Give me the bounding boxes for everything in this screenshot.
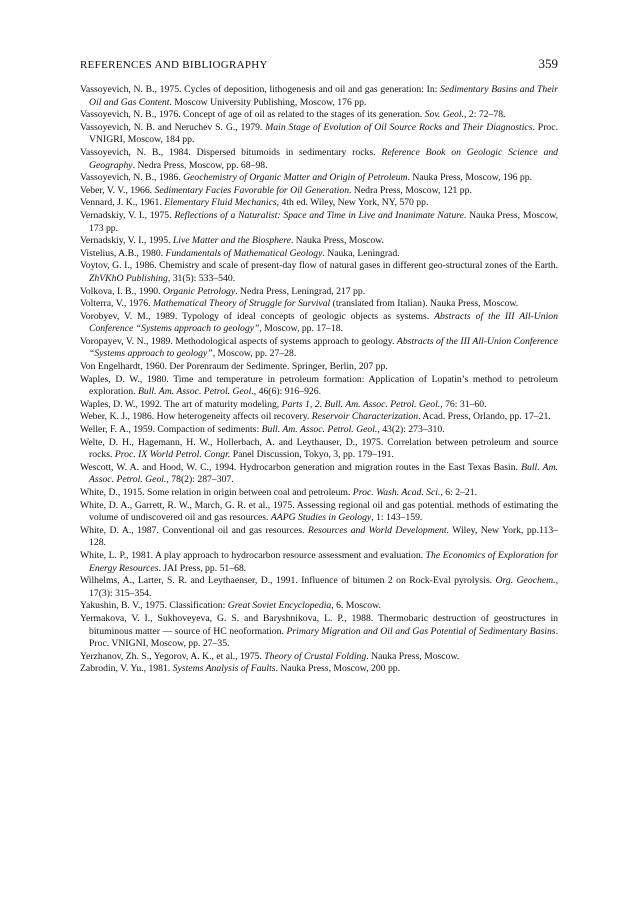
reference-title-italic: Reservoir Characterization [311, 411, 419, 423]
reference-list [80, 84, 558, 676]
reference-title-italic: Sov. Geol. [424, 109, 465, 121]
reference-text: . Nauka Press, Moscow. [290, 235, 384, 247]
reference-title-italic: Reflections of a Naturalist: Space and Time in Live and Inanimate Nature [174, 209, 464, 221]
reference-entry [80, 361, 558, 374]
reference-entry [80, 487, 558, 500]
reference-text: . Nauka Press, Moscow, 173 pp. [89, 209, 558, 234]
reference-text: Von Engelhardt, 1960. Der Porenraum der Sedimente. Springer, Berlin, 207 pp. [80, 361, 388, 373]
reference-text: . Proc. VNIGRI, Moscow, 184 pp. [89, 121, 558, 146]
reference-text: . Nedra Press, Moscow, 121 pp. [349, 184, 472, 196]
reference-title-italic: Great Soviet Encyclopedia [227, 600, 332, 612]
reference-entry [80, 298, 558, 311]
reference-entry [80, 437, 558, 462]
reference-text: . Nedra Press, Moscow, pp. 68–98. [132, 159, 268, 171]
reference-title-italic: Theory of Crustal Folding [264, 650, 367, 662]
page-number: 359 [538, 56, 558, 71]
reference-title-italic: Proc. IX World Petrol. Congr. [114, 449, 231, 461]
reference-text: . Proc. VNIGNI, Moscow, pp. 27–35. [89, 625, 558, 650]
reference-text: White, D. A., 1987. Conventional oil and gas resources. [80, 524, 308, 536]
reference-text: Welte, D. H., Hagemann, H. W., Hollerbach, A. and Leythauser, D., 1975. Correlation between petroleum and source rocks. [80, 436, 558, 461]
reference-title-italic: Elementary Fluid Mechanics [164, 197, 277, 209]
running-header [80, 56, 558, 72]
reference-text: , 6. Moscow. [331, 600, 381, 612]
reference-entry [80, 286, 558, 299]
reference-text: . Nauka Press, Moscow. [366, 650, 460, 662]
reference-title-italic: The Economics of Exploration for Energy Resources [89, 549, 558, 574]
reference-text: , 2: 72–78. [464, 109, 506, 121]
reference-text: Wilhelms, A., Larter, S. R. and Leythaenser, D., 1991. Influence of bitumen 2 on Rock-Eval pyrolysis. [80, 575, 496, 587]
reference-text: , Moscow, pp. 27–28. [212, 348, 297, 360]
reference-text: Weber, K. J., 1986. How heterogeneity affects oil recovery. [80, 411, 312, 423]
reference-text: Voropayev, V. N., 1989. Methodological aspects of systems approach to geology. [80, 335, 397, 347]
reference-title-italic: Primary Migration and Oil and Gas Potential of Sedimentary Basins [286, 625, 556, 637]
reference-text: Vassoyevich, N. B. and Neruchev S. G., 1979. [80, 121, 266, 133]
reference-text: Veber, V. V., 1966. [80, 184, 155, 196]
reference-title-italic: Parts 1, 2. Bull. Am. Assoc. Petrol. Geol. [281, 398, 441, 410]
reference-text: . Nedra Press, Leningrad, 217 pp. [235, 285, 366, 297]
reference-title-italic: Main Stage of Evolution of Oil Source Rocks and Their Diagnostics [265, 121, 533, 133]
reference-entry [80, 663, 558, 676]
reference-text: Voytov, G. I., 1986. Chemistry and scale of present-day flow of natural gases in different geo-structural zones of the Earth. [80, 260, 558, 272]
reference-text: . Nauka Press, Moscow, 200 pp. [275, 663, 401, 675]
reference-entry [80, 424, 558, 437]
reference-text: Vassoyevich, N. B., 1984. Dispersed bitumoids in sedimentary rocks. [80, 146, 382, 158]
reference-entry [80, 399, 558, 412]
reference-text: Yakushin, B. V., 1975. Classification: [80, 600, 228, 612]
reference-title-italic: Geochemistry of Organic Matter and Origin of Petroleum [183, 172, 408, 184]
reference-entry [80, 84, 558, 109]
reference-text: , 43(2): 273–310. [377, 424, 445, 436]
reference-entry [80, 500, 558, 525]
reference-text: , Moscow, pp. 17–18. [259, 323, 344, 335]
reference-title-italic: Resources and World Development [307, 524, 447, 536]
reference-text: , 6: 2–21. [440, 487, 478, 498]
reference-entry [80, 185, 558, 198]
reference-entry [80, 411, 558, 424]
reference-text: Vernadskiy, V. I., 1995. [80, 235, 173, 247]
reference-text: , 17(3): 315–354. [89, 575, 558, 599]
reference-entry [80, 600, 558, 613]
reference-text: Yermakova, V. I., Sukhoveyeva, G. S. and Baryshnikova, L. P., 1988. Thermobaric destruction of geostructures in bituminous matter — source of HC neoformation. [80, 612, 558, 637]
reference-text: (translated from Italian). Nauka Press, Moscow. [330, 298, 519, 310]
reference-text: Vassoyevich, N. B., 1976. Concept of age of oil as related to the stages of its generation. [80, 109, 425, 121]
reference-text: , 1: 143–159. [371, 512, 423, 524]
reference-entry [80, 550, 558, 575]
reference-text: Volterra, V., 1976. [80, 298, 153, 310]
reference-text: , 76: 31–60. [440, 398, 487, 410]
reference-title-italic: Bull. Am. Assoc. Petrol. Geol. [89, 461, 558, 486]
reference-text: . Nauka Press, Moscow, 196 pp. [407, 172, 533, 184]
reference-entry [80, 336, 558, 361]
reference-text: , 46(6): 916–926. [253, 386, 322, 398]
reference-entry [80, 651, 558, 664]
reference-text: Yerzhanov, Zh. S., Yegorov, A. K., et al., 1975. [80, 650, 265, 662]
reference-title-italic: Bull. Am. Assoc. Petrol. Geol. [137, 386, 254, 398]
reference-entry [80, 210, 558, 235]
reference-entry [80, 235, 558, 248]
reference-text: Vassoyevich, N. B., 1986. [80, 172, 184, 184]
reference-entry [80, 172, 558, 185]
reference-title-italic: Abstracts of the III All-Union Conference “Systems approach to geology” [89, 335, 558, 360]
reference-text: White, D., 1915. Some relation in origin between coal and petroleum. [80, 487, 353, 498]
reference-entry [80, 613, 558, 651]
reference-title-italic: Live Matter and the Biosphere [172, 235, 291, 247]
reference-title-italic: Sedimentary Facies Favorable for Oil Generation [154, 184, 350, 196]
reference-text: Weller, F. A., 1959. Compaction of sediments: [80, 424, 262, 436]
reference-entry [80, 122, 558, 147]
reference-entry [80, 374, 558, 399]
reference-title-italic: Reference Book on Geologic Science and Geography [89, 146, 559, 171]
reference-text: , 78(2): 287–307. [166, 474, 234, 486]
reference-text: . Wiley, New York, pp.113–128. [89, 524, 559, 549]
reference-title-italic: Systems Analysis of Faults [172, 663, 276, 675]
reference-text: , 31(5): 533–540. [167, 272, 236, 284]
reference-text: Wescott, W. A. and Hood, W. C., 1994. Hydrocarbon generation and migration routes in the East Texas Basin. [80, 461, 522, 473]
reference-text: White, D. A., Garrett, R. W., March, G. R. et al., 1975. Assessing regional oil and gas potential. methods of estimating the volume of undiscovered oil and gas resources. [80, 499, 558, 524]
reference-title-italic: Fundamentals of Mathematical Geology [165, 247, 323, 259]
reference-title-italic: ZhVKhO Publishing [89, 272, 168, 284]
reference-title-italic: Mathematical Theory of Struggle for Survival [152, 298, 331, 310]
reference-entry [80, 147, 558, 172]
reference-text: White, L. P., 1981. A play approach to hydrocarbon resource assessment and evaluation. [80, 549, 426, 561]
reference-entry [80, 311, 558, 336]
reference-entry [80, 525, 558, 550]
reference-text: , 4th ed. Wiley, New York, NY, 570 pp. [276, 197, 429, 209]
reference-title-italic: Organic Petrology [162, 285, 236, 297]
reference-entry [80, 462, 558, 487]
reference-title-italic: Bull. Am. Assoc. Petrol. Geol. [261, 424, 378, 436]
reference-title-italic: Abstracts of the III All-Union Conference “Systems approach to geology” [89, 310, 558, 335]
reference-text: Waples, D. W., 1992. The art of maturity modeling, [80, 398, 282, 410]
reference-text: Zabrodin, V. Yu., 1981. [80, 663, 173, 675]
reference-entry [80, 248, 558, 261]
reference-entry [80, 109, 558, 122]
reference-text: Vernadskiy, V. I., 1975. [80, 209, 175, 221]
reference-text: Vistelius, A.B., 1980. [80, 247, 166, 259]
reference-text: Panel Discussion, Tokyo, 3, pp. 179–191. [230, 449, 394, 461]
reference-entry [80, 260, 558, 285]
reference-entry [80, 197, 558, 210]
section-title: REFERENCES AND BIBLIOGRAPHY [80, 59, 268, 71]
reference-entry [80, 575, 558, 600]
reference-text: . Moscow University Publishing, Moscow, 176 pp. [169, 96, 367, 108]
reference-title-italic: AAPG Studies in Geology [270, 512, 372, 524]
reference-title-italic: Org. Geochem. [495, 575, 556, 587]
reference-text: . Nauka, Leningrad. [322, 247, 400, 259]
reference-title-italic: Proc. Wash. Acad. Sci. [352, 487, 441, 498]
reference-text: . JAI Press, pp. 51–68. [158, 562, 247, 574]
reference-title-italic: Sedimentary Basins and Their Oil and Gas Content [89, 84, 558, 108]
reference-text: . Acad. Press, Orlando, pp. 17–21. [418, 411, 551, 423]
reference-text: Waples, D. W., 1980. Time and temperature in petroleum formation: Application of Lopatin’s method to petroleum exploration. [80, 373, 558, 398]
reference-text: Vennard, J. K., 1961. [80, 197, 165, 209]
reference-text: Volkova, I. B., 1990. [80, 285, 163, 297]
reference-text: Vorobyev, V. M., 1989. Typology of ideal concepts of geologic objects as systems. [80, 310, 435, 322]
reference-text: Vassoyevich, N. B., 1975. Cycles of deposition, lithogenesis and oil and gas generation: In: [80, 84, 441, 95]
